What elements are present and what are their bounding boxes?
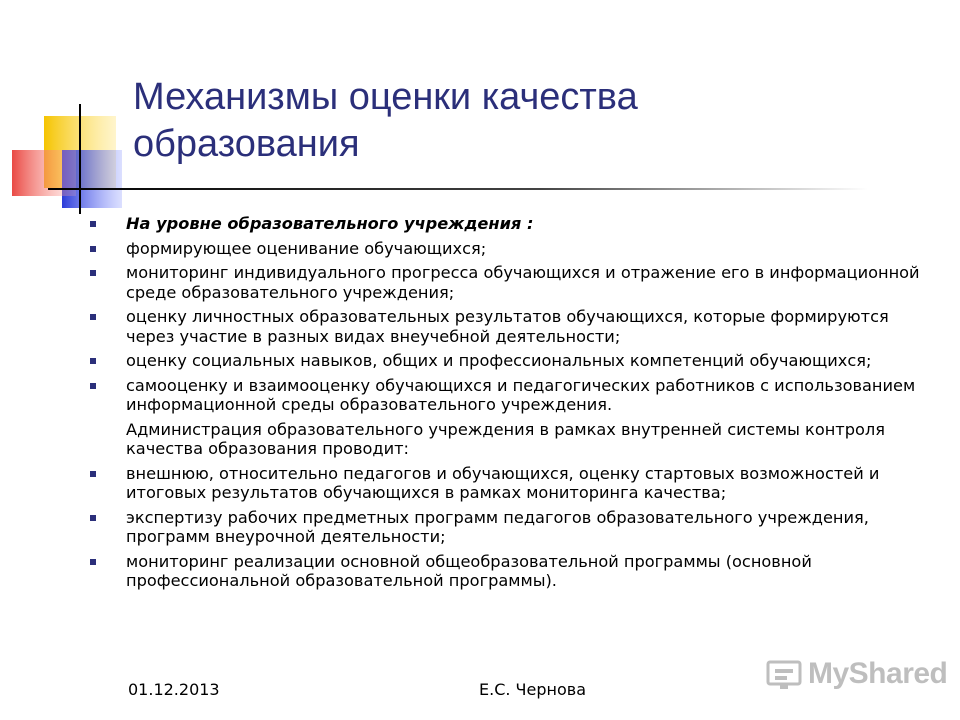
mortarboard-icon bbox=[766, 658, 802, 690]
list-item-text: мониторинг индивидуального прогресса обучающихся и отражение его в информационной среде образовательного учреждения; bbox=[126, 263, 920, 302]
bullet-square-icon bbox=[90, 383, 96, 389]
title-line-2: образования bbox=[133, 123, 360, 165]
bullet-list bbox=[90, 214, 930, 596]
list-item-text: экспертизу рабочих предметных программ педагогов образовательного учреждения, программ внеурочной деятельности; bbox=[126, 507, 869, 546]
bullet-square-icon bbox=[90, 515, 96, 521]
list-item-text: мониторинг реализации основной общеобразовательной программы (основной профессиональной образовательной программы). bbox=[126, 551, 812, 590]
bullet-square-icon bbox=[90, 358, 96, 364]
footer-date: 01.12.2013 bbox=[128, 680, 220, 699]
list-item bbox=[90, 552, 930, 591]
list-paragraph bbox=[90, 420, 930, 459]
bullet-square-icon bbox=[90, 471, 96, 477]
title-line-1: Механизмы оценки качества bbox=[133, 76, 638, 118]
watermark-text: MyShared bbox=[808, 657, 948, 690]
list-item-text: внешнюю, относительно педагогов и обучающихся, оценку стартовых возможностей и итоговых результатов обучающихся в рамках мониторинга качества; bbox=[126, 463, 880, 502]
list-item-text: оценку личностных образовательных результатов обучающихся, которые формируются через участие в разных видах внеучебной деятельности; bbox=[126, 307, 889, 346]
list-item bbox=[90, 239, 930, 259]
watermark bbox=[766, 654, 947, 694]
list-item-text: самооценку и взаимооценку обучающихся и педагогических работников с использованием информационной среды образовательного учреждения. bbox=[126, 375, 916, 414]
list-item bbox=[90, 376, 930, 415]
list-item bbox=[90, 508, 930, 547]
bullet-square-icon bbox=[90, 314, 96, 320]
list-item-text: формирующее оценивание обучающихся; bbox=[126, 238, 487, 258]
list-item bbox=[90, 307, 930, 346]
list-item bbox=[90, 464, 930, 503]
list-item bbox=[90, 351, 930, 371]
list-item-text: Администрация образовательного учреждения в рамках внутренней системы контроля качества образования проводит: bbox=[126, 419, 885, 458]
title-underline bbox=[48, 188, 868, 190]
footer-author: Е.С. Чернова bbox=[479, 680, 586, 699]
bullet-square-icon bbox=[90, 246, 96, 252]
bullet-square-icon bbox=[90, 221, 96, 227]
bullet-square-icon bbox=[90, 270, 96, 276]
list-item-text: оценку социальных навыков, общих и профессиональных компетенций обучающихся; bbox=[126, 351, 872, 370]
bullet-square-icon bbox=[90, 559, 96, 565]
list-item bbox=[90, 263, 930, 302]
slide-title bbox=[133, 74, 913, 168]
list-heading bbox=[90, 214, 930, 234]
list-item-text: На уровне образовательного учреждения : bbox=[126, 214, 534, 233]
